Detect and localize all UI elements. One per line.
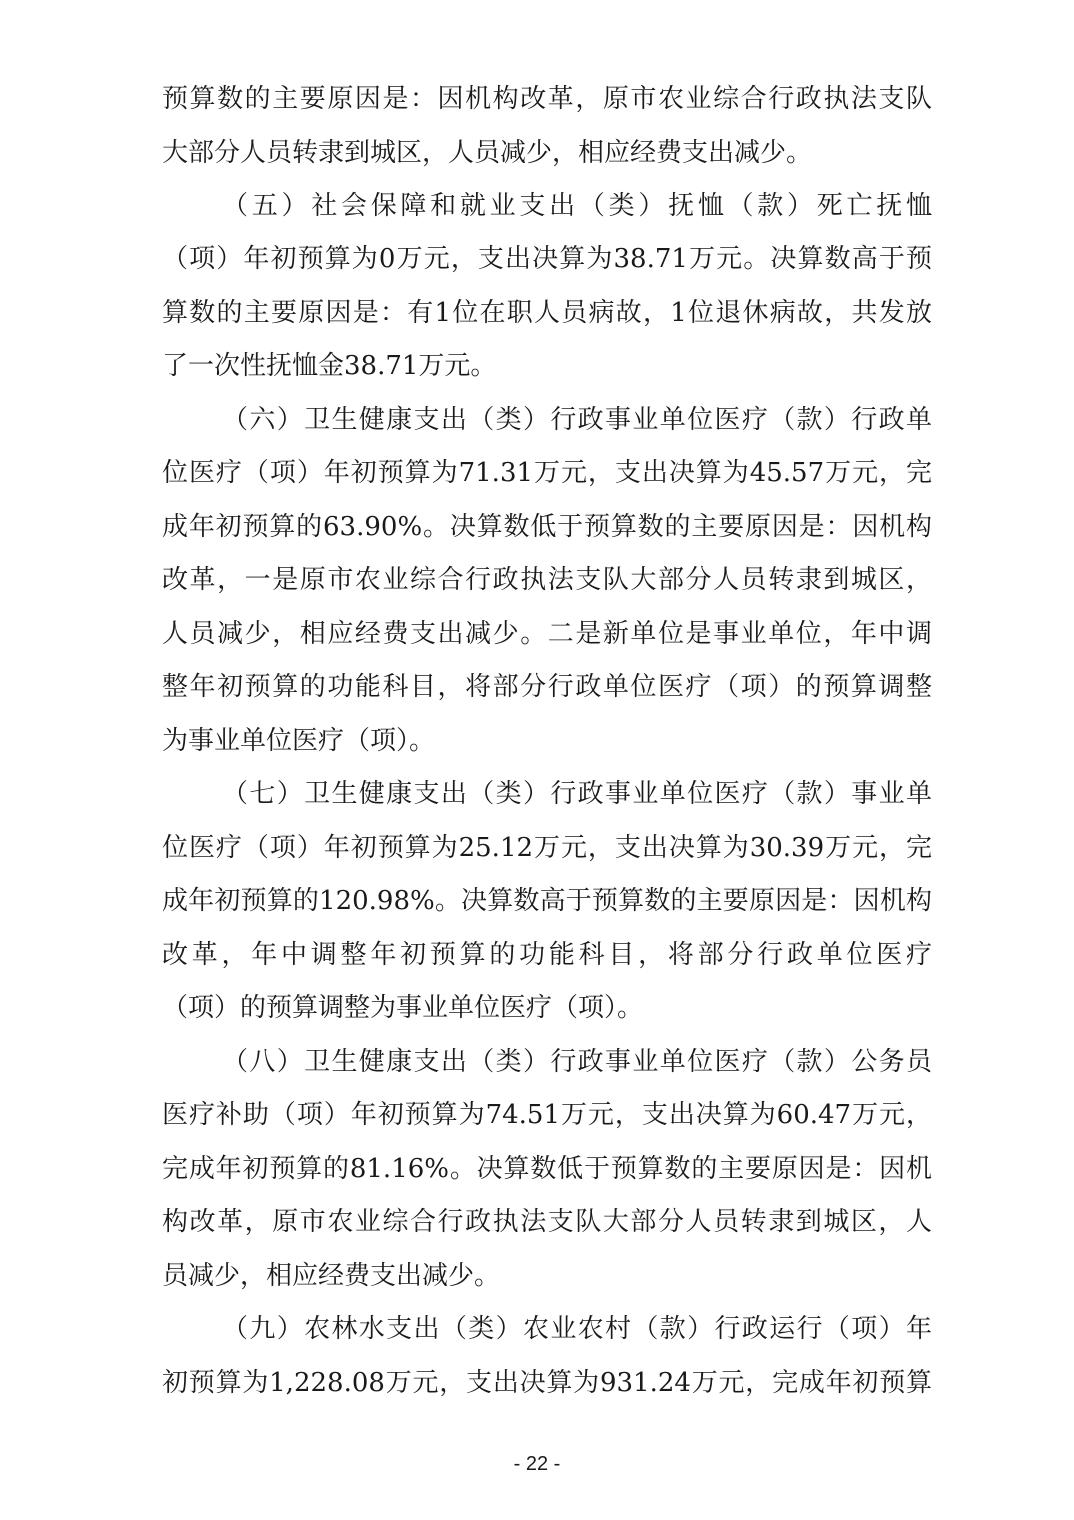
section-heading-line: （五）社会保障和就业支出（类）抚恤（款）死亡抚恤 bbox=[222, 191, 932, 221]
text-line: 构改革，原市农业综合行政执法支队大部分人员转隶到城区，人 bbox=[162, 1207, 932, 1237]
text-line: 完成年初预算的81.16%。决算数低于预算数的主要原因是：因机 bbox=[162, 1154, 932, 1184]
text-line: 为事业单位医疗（项）。 bbox=[162, 726, 436, 756]
section-heading-line: （八）卫生健康支出（类）行政事业单位医疗（款）公务员 bbox=[222, 1047, 932, 1077]
text-line: 改革，年中调整年初预算的功能科目，将部分行政单位医疗 bbox=[162, 940, 932, 970]
section-heading-line: （七）卫生健康支出（类）行政事业单位医疗（款）事业单 bbox=[222, 779, 932, 809]
text-line: 位医疗（项）年初预算为71.31万元，支出决算为45.57万元，完 bbox=[162, 458, 932, 488]
text-line: 初预算为1,228.08万元，支出决算为931.24万元，完成年初预算 bbox=[162, 1368, 932, 1398]
text-line: 成年初预算的120.98%。决算数高于预算数的主要原因是：因机构 bbox=[162, 886, 932, 916]
text-line: 改革，一是原市农业综合行政执法支队大部分人员转隶到城区， bbox=[162, 565, 932, 595]
text-line: 预算数的主要原因是：因机构改革，原市农业综合行政执法支队 bbox=[162, 84, 932, 114]
text-line: 大部分人员转隶到城区，人员减少，相应经费支出减少。 bbox=[162, 138, 813, 168]
text-line: 成年初预算的63.90%。决算数低于预算数的主要原因是：因机构 bbox=[162, 512, 932, 542]
text-line: 算数的主要原因是：有1位在职人员病故，1位退休病故，共发放 bbox=[162, 298, 932, 328]
section-heading-line: （六）卫生健康支出（类）行政事业单位医疗（款）行政单 bbox=[222, 405, 932, 435]
text-line: 医疗补助（项）年初预算为74.51万元，支出决算为60.47万元， bbox=[162, 1100, 932, 1130]
page-number: - 22 - bbox=[513, 1453, 561, 1475]
section-heading-line: （九）农林水支出（类）农业农村（款）行政运行（项）年 bbox=[222, 1314, 932, 1344]
text-line: 人员减少，相应经费支出减少。二是新单位是事业单位，年中调 bbox=[162, 619, 932, 649]
text-line: 位医疗（项）年初预算为25.12万元，支出决算为30.39万元，完 bbox=[162, 833, 932, 863]
text-line: 了一次性抚恤金38.71万元。 bbox=[162, 351, 497, 381]
text-line: （项）的预算调整为事业单位医疗（项）。 bbox=[162, 993, 644, 1023]
text-line: （项）年初预算为0万元，支出决算为38.71万元。决算数高于预 bbox=[162, 244, 932, 274]
text-line: 整年初预算的功能科目，将部分行政单位医疗（项）的预算调整 bbox=[162, 672, 932, 702]
text-line: 员减少，相应经费支出减少。 bbox=[162, 1261, 501, 1291]
